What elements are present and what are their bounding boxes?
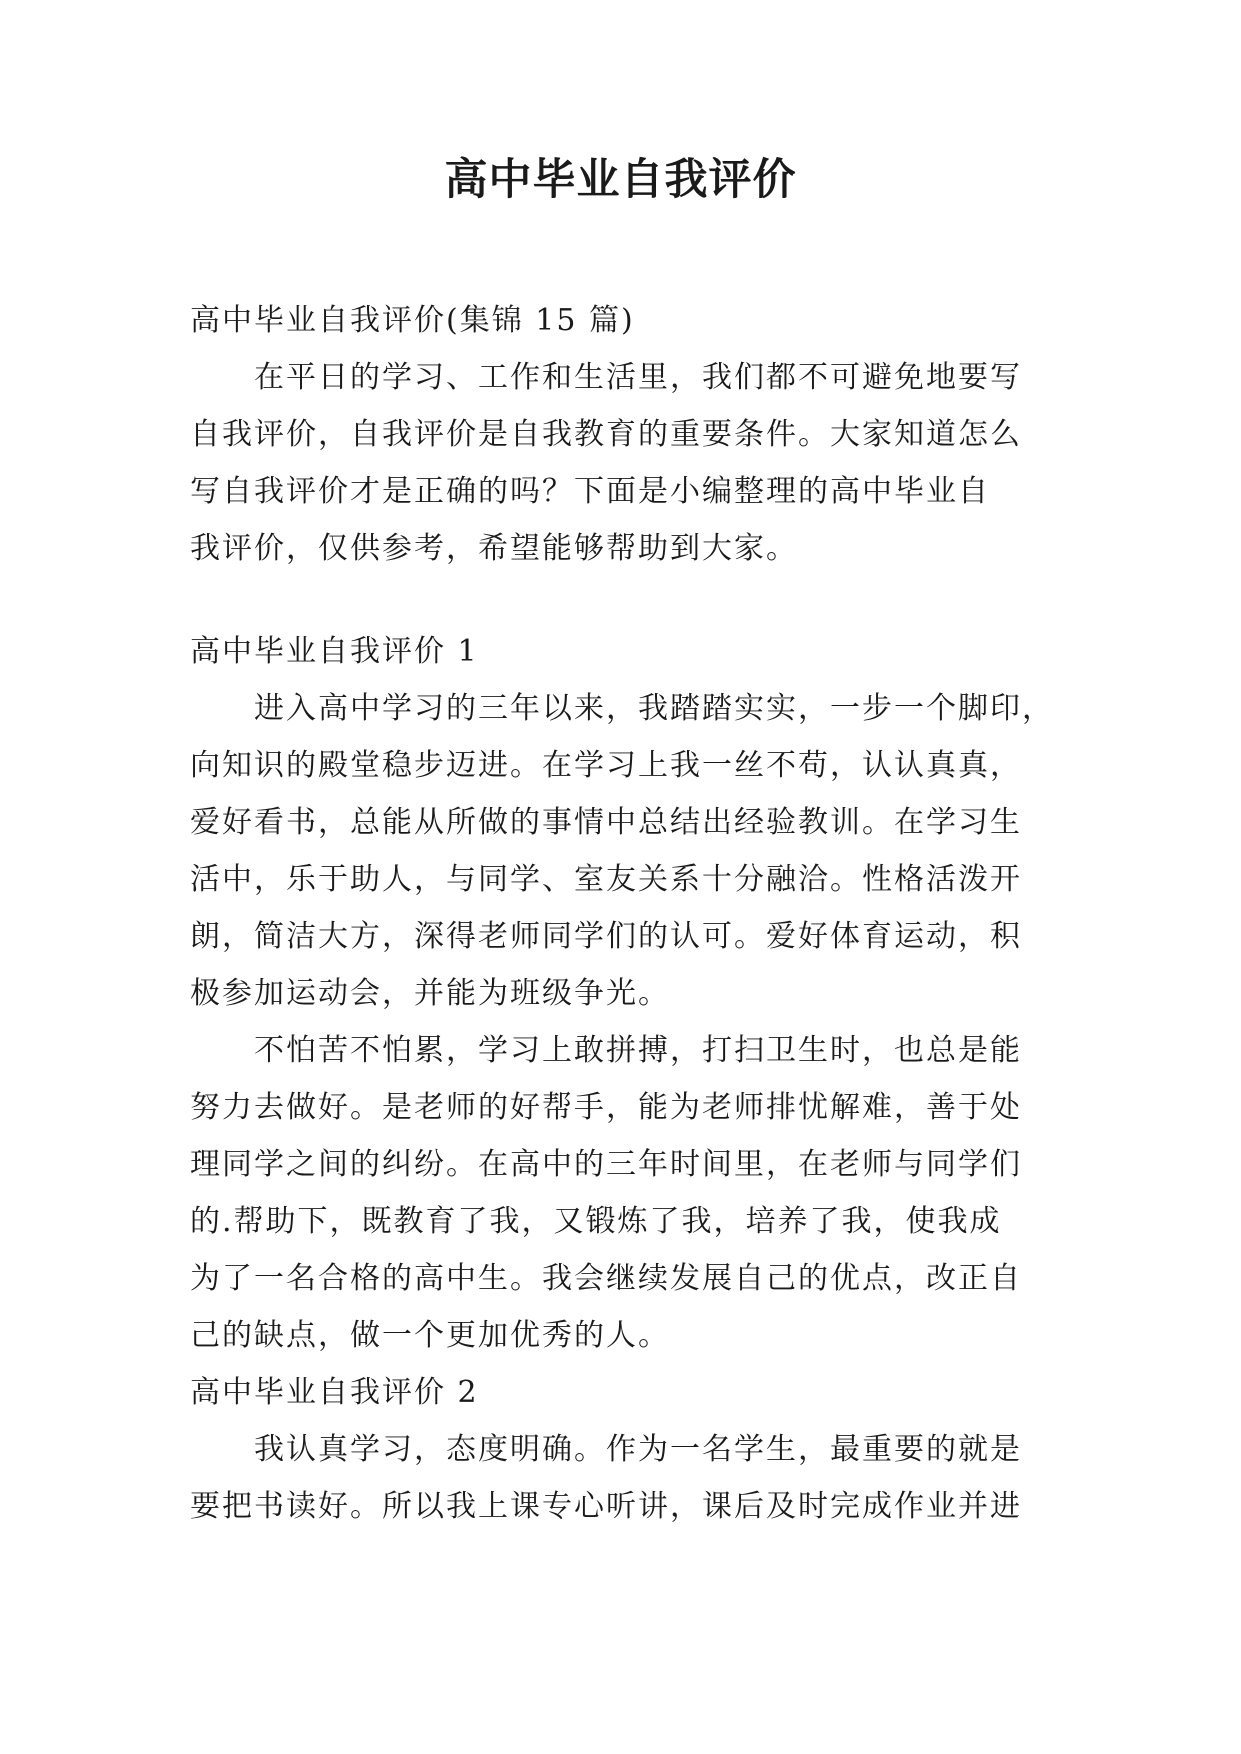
paragraph-line: 向知识的殿堂稳步迈进。在学习上我一丝不苟，认认真真， bbox=[190, 748, 1022, 783]
section-heading: 高中毕业自我评价 2 bbox=[190, 1375, 479, 1410]
paragraph-line: 的.帮助下，既教育了我，又锻炼了我，培养了我，使我成 bbox=[190, 1204, 1002, 1239]
section1-paragraph-2 bbox=[190, 1022, 1050, 1364]
paragraph-line: 理同学之间的纠纷。在高中的三年时间里，在老师与同学们 bbox=[190, 1147, 1022, 1182]
paragraph-line: 努力去做好。是老师的好帮手，能为老师排忧解难，善于处 bbox=[190, 1090, 1022, 1125]
section-heading: 高中毕业自我评价 1 bbox=[190, 634, 479, 669]
paragraph-line: 要把书读好。所以我上课专心听讲，课后及时完成作业并进 bbox=[190, 1489, 1022, 1524]
document-subtitle: 高中毕业自我评价(集锦 15 篇) bbox=[190, 303, 635, 338]
document-body bbox=[190, 292, 1054, 1535]
paragraph-line: 为了一名合格的高中生。我会继续发展自己的优点，改正自 bbox=[190, 1261, 1022, 1296]
paragraph-line: 爱好看书，总能从所做的事情中总结出经验教训。在学习生 bbox=[190, 805, 1022, 840]
paragraph-line: 写自我评价才是正确的吗？下面是小编整理的高中毕业自 bbox=[190, 474, 990, 509]
document-title: 高中毕业自我评价 bbox=[444, 155, 797, 205]
intro-paragraph bbox=[190, 349, 1050, 577]
paragraph-line: 进入高中学习的三年以来，我踏踏实实，一步一个脚印， bbox=[254, 691, 1054, 726]
paragraph-line: 极参加运动会，并能为班级争光。 bbox=[190, 976, 670, 1011]
section2-paragraph-1 bbox=[190, 1421, 1050, 1535]
paragraph-gap bbox=[190, 577, 1050, 623]
paragraph-line: 我认真学习，态度明确。作为一名学生，最重要的就是 bbox=[254, 1432, 1022, 1467]
paragraph-line: 在平日的学习、工作和生活里，我们都不可避免地要写 bbox=[254, 360, 1022, 395]
paragraph-line: 自我评价，自我评价是自我教育的重要条件。大家知道怎么 bbox=[190, 417, 1022, 452]
paragraph-line: 我评价，仅供参考，希望能够帮助到大家。 bbox=[190, 531, 798, 566]
paragraph-line: 不怕苦不怕累，学习上敢拼搏，打扫卫生时，也总是能 bbox=[254, 1033, 1022, 1068]
section1-paragraph-1 bbox=[190, 680, 1054, 1022]
paragraph-line: 己的缺点，做一个更加优秀的人。 bbox=[190, 1318, 670, 1353]
paragraph-line: 活中，乐于助人，与同学、室友关系十分融洽。性格活泼开 bbox=[190, 862, 1022, 897]
paragraph-line: 朗，简洁大方，深得老师同学们的认可。爱好体育运动，积 bbox=[190, 919, 1022, 954]
